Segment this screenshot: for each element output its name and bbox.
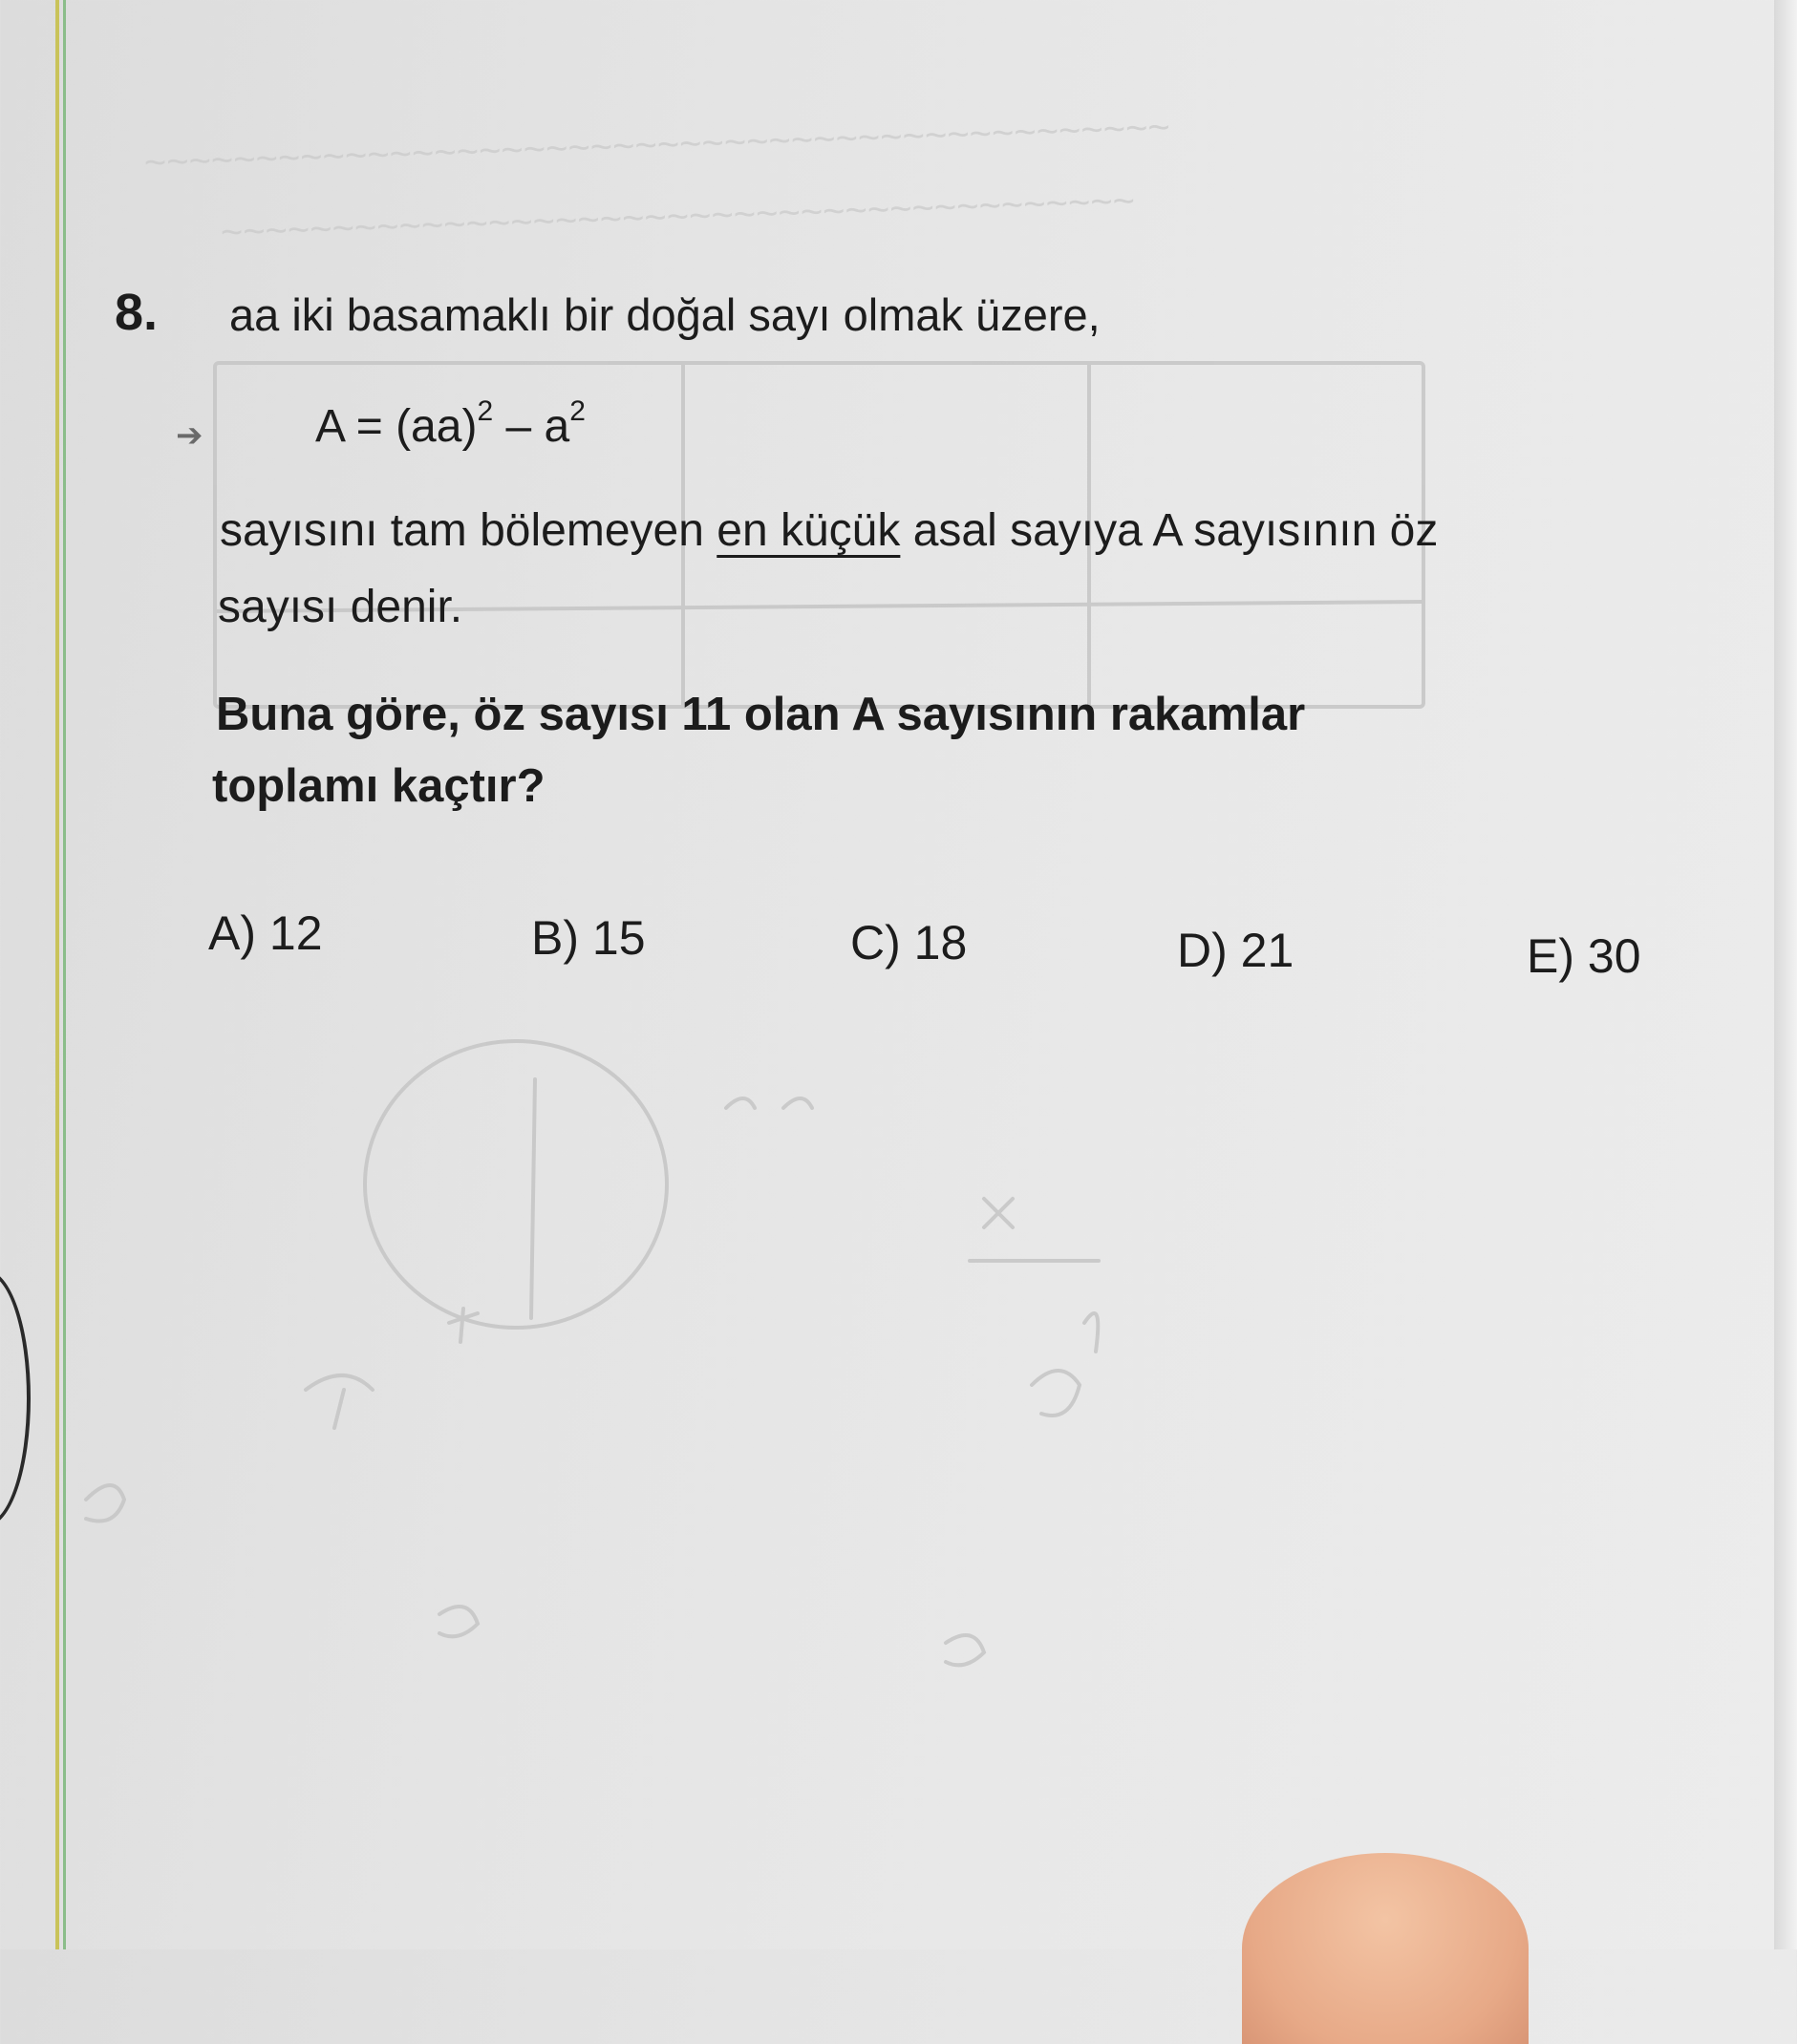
pencil-stroke	[439, 1607, 478, 1636]
question-prompt-line-1: Buna göre, öz sayısı 11 olan A sayısının rakamlar	[216, 689, 1306, 740]
fingertip	[1242, 1853, 1529, 2044]
choice-e[interactable]: E) 30	[1527, 929, 1641, 983]
pencil-stroke	[306, 1375, 373, 1428]
choice-b[interactable]: B) 15	[531, 911, 646, 965]
pencil-stroke	[726, 1098, 812, 1108]
formula-minus-term: – a	[493, 401, 570, 452]
formula	[315, 395, 586, 453]
choice-c[interactable]: C) 18	[850, 916, 968, 969]
pencil-stroke	[86, 1485, 124, 1522]
pencil-circle	[365, 1041, 667, 1328]
definition-line-1	[220, 504, 1438, 557]
underlined-phrase: en küçük	[717, 505, 901, 556]
definition-line-2: sayısı denir.	[218, 582, 463, 632]
definition-text: asal sayıya A sayısının öz	[900, 505, 1439, 556]
pencil-stroke	[1084, 1313, 1098, 1352]
pencil-stroke	[984, 1199, 1013, 1227]
formula-exponent: 2	[477, 395, 494, 427]
choice-d[interactable]: D) 21	[1177, 924, 1294, 977]
formula-exponent: 2	[569, 395, 586, 427]
pencil-stroke	[1032, 1371, 1080, 1416]
show-through-text: ~~~~~~~~~~~~~~~~~~~~~~~~~~~~~~~~~~~~~~~~~	[219, 180, 1136, 254]
choice-a[interactable]: A) 12	[208, 906, 323, 960]
question-number: 8.	[115, 284, 159, 341]
question-intro: aa iki basamaklı bir doğal sayı olmak üzere,	[229, 289, 1101, 340]
pencil-stroke	[531, 1079, 535, 1318]
show-through-text: ~~~~~~~~~~~~~~~~~~~~~~~~~~~~~~~~~~~~~~~~~~~~~~	[142, 106, 1170, 184]
definition-text: sayısını tam bölemeyen	[220, 505, 717, 556]
arrow-icon: ➔	[176, 417, 203, 454]
pencil-stroke	[946, 1635, 984, 1665]
question-prompt-line-2: toplamı kaçtır?	[212, 760, 546, 812]
formula-lhs: A = (aa)	[315, 401, 478, 452]
